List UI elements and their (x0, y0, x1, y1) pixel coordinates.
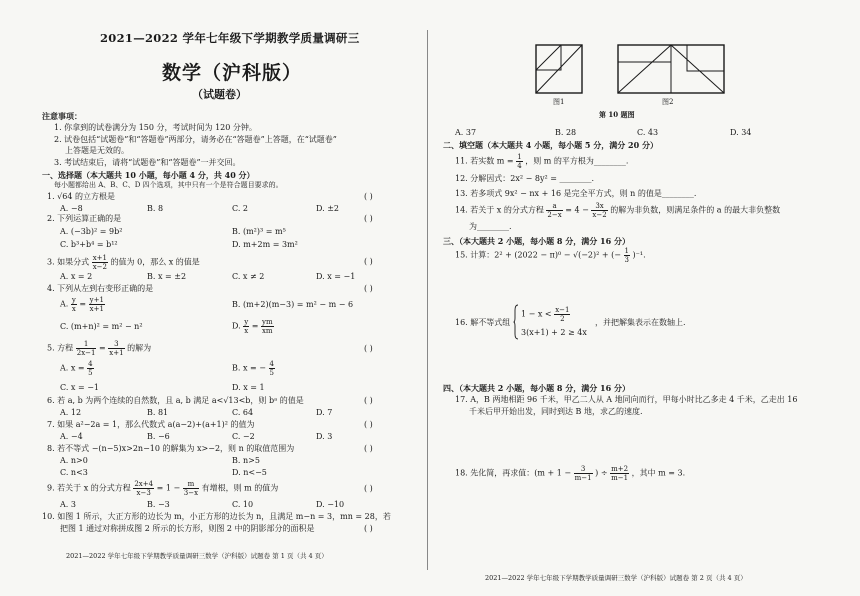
q6-option-a: A. 12 (60, 408, 82, 417)
q3-fraction (92, 254, 108, 271)
q6-option-b: B. 81 (147, 408, 169, 417)
q4-d-lhs-den: x (244, 327, 249, 335)
q15 (455, 247, 646, 264)
q9-stem-b: 有增根，则 m 的值为 (201, 483, 279, 493)
q14-mid: = 4 − (565, 205, 589, 215)
q2-stem: 2. 下列运算正确的是 (47, 214, 122, 223)
q4-a-rhs-num: y+1 (89, 296, 104, 304)
section-3-title: 三、（本大题共 2 小题，每小题 8 分，满分 16 分） (443, 236, 630, 246)
paper-type: （试题卷） (192, 88, 247, 101)
q10-option-b: B. 28 (555, 128, 577, 137)
page-1-footer: 2021—2022 学年七年级下学期教学质量调研三数学（沪科版）试题卷 第 1 页（共 4 页） (66, 552, 328, 560)
page-fold (427, 30, 428, 570)
q3-stem-a: 3. 如果分式 (47, 257, 90, 267)
q5-option-c: C. x = −1 (60, 383, 100, 392)
q4-answer-paren: ( ) (364, 284, 373, 293)
q17-line2: 千米后甲开始出发，同时到达 B 地，求乙的速度. (469, 407, 643, 416)
q18-frac1 (574, 465, 593, 482)
q14-rhs-den: x−2 (592, 211, 607, 219)
q6-stem: 6. 若 a, b 为两个连续的自然数，且 a, b 满足 a<√13<b，则 bᵃ 的值是 (47, 396, 304, 405)
q1-option-d: D. ±2 (316, 204, 340, 213)
q10-option-c: C. 43 (637, 128, 659, 137)
notice-2-cont: 上答题是无效的。 (65, 146, 129, 155)
q1-answer-paren: ( ) (364, 192, 373, 201)
subject-title: 数学（沪科版） (162, 62, 303, 84)
q3-stem (47, 254, 200, 271)
q18-frac1-den: m−1 (574, 474, 592, 482)
q5-option-b (232, 360, 275, 377)
q3-frac-num: x+1 (92, 254, 108, 262)
page-1 (0, 0, 425, 596)
q9-option-c: C. 10 (232, 500, 254, 509)
q9-option-a: A. 3 (60, 500, 76, 509)
q11-stem-a: 11. 若实数 m = (455, 156, 514, 166)
q9-stem (47, 480, 278, 497)
section-1-desc: 每小题都给出 A、B、C、D 四个选项，其中只有一个是符合题目要求的。 (54, 181, 283, 189)
q4-d-label: D. (232, 321, 241, 331)
q4-d-lhs-num: y (244, 318, 249, 326)
q5-a-frac (87, 360, 93, 377)
q5-answer-paren: ( ) (364, 344, 373, 353)
q3-answer-paren: ( ) (364, 257, 373, 266)
q3-frac-den: x−2 (92, 263, 108, 271)
q1-stem: 1. √64 的立方根是 (47, 192, 115, 201)
q9-rhs-den: 3−x (183, 489, 199, 497)
q13: 13. 若多项式 9x² − nx + 16 是完全平方式，则 n 的值是________. (455, 189, 697, 198)
q4-a-lhs-num: y (71, 296, 76, 304)
q5-lhs (76, 340, 97, 357)
exam-title: 2021—2022 学年七年级下学期教学质量调研三 (100, 31, 360, 45)
notice-1: 1. 你拿到的试卷满分为 150 分，考试时间为 120 分钟。 (54, 123, 257, 132)
q5-option-a (60, 360, 94, 377)
q7-stem: 7. 如果 a²−2a = 1，那么代数式 a(a−2)+(a+1)² 的值为 (47, 420, 255, 429)
q18-frac2-num: m+2 (611, 465, 629, 473)
q9-stem-a: 9. 若关于 x 的分式方程 (47, 483, 131, 493)
q5-a-label: A. x = (60, 363, 85, 373)
q5-b-label: B. x = − (232, 363, 266, 373)
q8-option-d: D. n<−5 (232, 468, 267, 477)
q3-option-d: D. x = −1 (316, 272, 356, 281)
q4-d-lhs (243, 318, 249, 335)
q16-line1 (521, 306, 570, 323)
q4-a-rhs (89, 296, 105, 313)
q5-rhs-den: x+1 (109, 349, 124, 357)
q8-option-b: B. n>5 (232, 456, 260, 465)
q18-stem-a: 18. 先化简，再求值：(m + 1 − (455, 468, 572, 478)
q5-a-num: 4 (88, 360, 93, 368)
q4-d-rhs-num: ym (261, 318, 273, 326)
q2-option-a: A. (−3b)² = 9b² (60, 227, 123, 236)
q10-option-d: D. 34 (730, 128, 752, 137)
q11-num: 1 (517, 153, 522, 161)
q14-rhs-num: 3x (591, 202, 607, 211)
q14-lhs (546, 202, 562, 219)
q14-rhs (591, 202, 607, 219)
q16-brace (513, 304, 519, 340)
q15-frac (624, 247, 630, 264)
q5-rhs (108, 340, 124, 357)
q14-stem-a: 14. 若关于 x 的分式方程 (455, 205, 544, 215)
q4-a-lhs-den: x (71, 305, 76, 313)
q14-cont: 为________. (469, 222, 512, 231)
q4-option-a: A. $\frac{y}{x}$ = $\frac{y+1}{x+1}$ (60, 296, 104, 313)
notice-title: 注意事项： (42, 111, 82, 121)
q16-stem-b: ，并把解集表示在数轴上. (595, 318, 686, 327)
q4-option-b: B. (m+2)(m−3) = m² − m − 6 (232, 300, 354, 309)
notice-2: 2. 试卷包括“试题卷”和“答题卷”两部分，请务必在“答题卷”上答题，在“试题卷” (54, 135, 337, 144)
q16-frac (554, 306, 570, 323)
q18 (455, 465, 685, 482)
figure-caption: 第 10 题图 (599, 110, 635, 119)
q5-b-num: 4 (269, 360, 274, 368)
q9-rhs-num: m (183, 480, 199, 489)
q5-stem-a: 5. 方程 (47, 343, 74, 353)
q16-line2: 3(x+1) + 2 ≥ 4x (521, 328, 587, 337)
q9-rhs (183, 480, 199, 497)
q2-option-d: D. m+2m = 3m² (232, 240, 298, 249)
q16-frac-num: x−1 (555, 306, 570, 314)
q11-den: 4 (517, 162, 522, 170)
q17-line1: 17. A，B 两地相距 96 千米，甲乙二人从 A 地同向而行，甲每小时比乙多走 4 千米，乙走出 16 (455, 395, 798, 404)
q2-answer-paren: ( ) (364, 214, 373, 223)
q2-option-b: B. (m²)³ = m⁵ (232, 227, 286, 236)
q3-option-a: A. x = 2 (60, 272, 93, 281)
q5-rhs-num: 3 (108, 340, 124, 349)
page-2-footer: 2021—2022 学年七年级下学期教学质量调研三数学（沪科版）试题卷 第 2 页（共 4 页） (485, 574, 747, 582)
q8-answer-paren: ( ) (364, 444, 373, 453)
q12: 12. 分解因式：2x² − 8y² = ________. (455, 174, 595, 183)
q18-stem-c: ，其中 m = 3. (631, 468, 686, 478)
figure-2-label: 图2 (662, 98, 674, 106)
q9-lhs-num: 2x+4 (134, 480, 154, 488)
q9-lhs-den: x−3 (136, 489, 151, 497)
q7-option-d: D. 3 (316, 432, 333, 441)
q10-stem-line2: 把图 1 通过对称拼成图 2 所示的长方形，则图 2 中的阴影部分的面积是 (60, 524, 315, 533)
figure-1-label: 图1 (553, 98, 565, 106)
q3-stem-b: 的值为 0，那么 x 的值是 (110, 257, 200, 267)
q10-option-a: A. 37 (455, 128, 477, 137)
q14-lhs-num: a (546, 202, 562, 211)
q18-frac1-num: 3 (574, 465, 593, 474)
q5-stem-b: 的解为 (127, 343, 152, 353)
q11-frac (516, 153, 522, 170)
q7-option-b: B. −6 (147, 432, 170, 441)
q16-line1-a: 1 − x < (521, 309, 552, 319)
q7-answer-paren: ( ) (364, 420, 373, 429)
q1-option-c: C. 2 (232, 204, 249, 213)
q1-option-a: A. −8 (60, 204, 83, 213)
q10-stem-line1: 10. 如图 1 所示，大正方形的边长为 m，小正方形的边长为 n，且满足 m−n = 3，mn = 28，若 (42, 512, 391, 521)
q6-answer-paren: ( ) (364, 396, 373, 405)
section-4-title: 四、（本大题共 2 小题，每小题 8 分，满分 16 分） (443, 383, 630, 393)
q3-option-c: C. x ≠ 2 (232, 272, 265, 281)
q18-stem-b: ) ÷ (595, 468, 608, 478)
q11-stem-b: ，则 m 的平方根为________. (525, 156, 629, 166)
q15-num: 1 (624, 247, 629, 255)
q4-a-rhs-den: x+1 (89, 305, 104, 313)
q5-b-frac (269, 360, 275, 377)
q9-mid: = 1 − (156, 483, 181, 493)
q8-stem: 8. 若不等式 −(n−5)x>2n−10 的解集为 x>−2，则 n 的取值范围为 (47, 444, 295, 453)
q15-den: 3 (624, 256, 629, 264)
q4-d-rhs (261, 318, 274, 335)
figure-1 (535, 44, 583, 94)
q6-option-c: C. 64 (232, 408, 254, 417)
q6-option-d: D. 7 (316, 408, 333, 417)
q4-stem: 4. 下列从左到右变形正确的是 (47, 284, 154, 293)
notice-3: 3. 考试结束后，请将“试题卷”和“答题卷”一并交回。 (54, 158, 241, 167)
q5-lhs-den: 2x−1 (76, 349, 96, 357)
q18-frac2-den: m−1 (611, 474, 629, 482)
q5-b-den: 5 (269, 369, 274, 377)
q9-lhs (133, 480, 154, 497)
figure-2 (617, 44, 725, 94)
q16-frac-den: 2 (560, 315, 565, 323)
q3-option-b: B. x = ±2 (147, 272, 187, 281)
q4-option-d: D. $\frac{y}{x}$ = $\frac{ym}{xm}$ (232, 318, 273, 335)
q10-answer-paren: ( ) (364, 524, 373, 533)
q9-option-b: B. −3 (147, 500, 170, 509)
page-2 (433, 0, 860, 596)
q4-a-label: A. (60, 299, 69, 309)
q8-option-c: C. n<3 (60, 468, 88, 477)
q5-option-d: D. x = 1 (232, 383, 265, 392)
q9-option-d: D. −10 (316, 500, 345, 509)
q4-a-lhs (71, 296, 77, 313)
q4-option-c: C. (m+n)² = m² − n² (60, 322, 143, 331)
q14-stem-b: 的解为非负数，则满足条件的 a 的最大非负整数 (610, 205, 781, 215)
q7-option-a: A. −4 (60, 432, 83, 441)
q8-option-a: A. n>0 (60, 456, 88, 465)
q16-stem-a: 16. 解不等式组 (455, 318, 511, 327)
section-1-title: 一、选择题（本大题共 10 小题，每小题 4 分，共 40 分） (42, 170, 255, 180)
q14-lhs-den: 2−x (547, 211, 562, 219)
q7-option-c: C. −2 (232, 432, 255, 441)
q5-a-den: 5 (88, 369, 93, 377)
q2-option-c: C. b³+b⁴ = b¹² (60, 240, 118, 249)
q4-d-rhs-den: xm (261, 327, 273, 335)
q15-stem-a: 15. 计算：2² + (2022 − π)⁰ − √(−2)² + (− (455, 250, 621, 260)
q1-option-b: B. 8 (147, 204, 164, 213)
q14 (455, 202, 780, 219)
section-2-title: 二、填空题（本大题共 4 小题，每小题 5 分，满分 20 分） (443, 140, 658, 150)
q15-stem-b: )⁻¹. (632, 250, 646, 260)
q18-frac2 (610, 465, 629, 482)
q11 (455, 153, 628, 170)
q5-lhs-num: 1 (76, 340, 97, 349)
q9-answer-paren: ( ) (364, 484, 373, 493)
q5-stem: 5. 方程 $\frac{1}{2x-1}$ = $\frac{3}{x+1}$ 的解为 (47, 340, 152, 357)
